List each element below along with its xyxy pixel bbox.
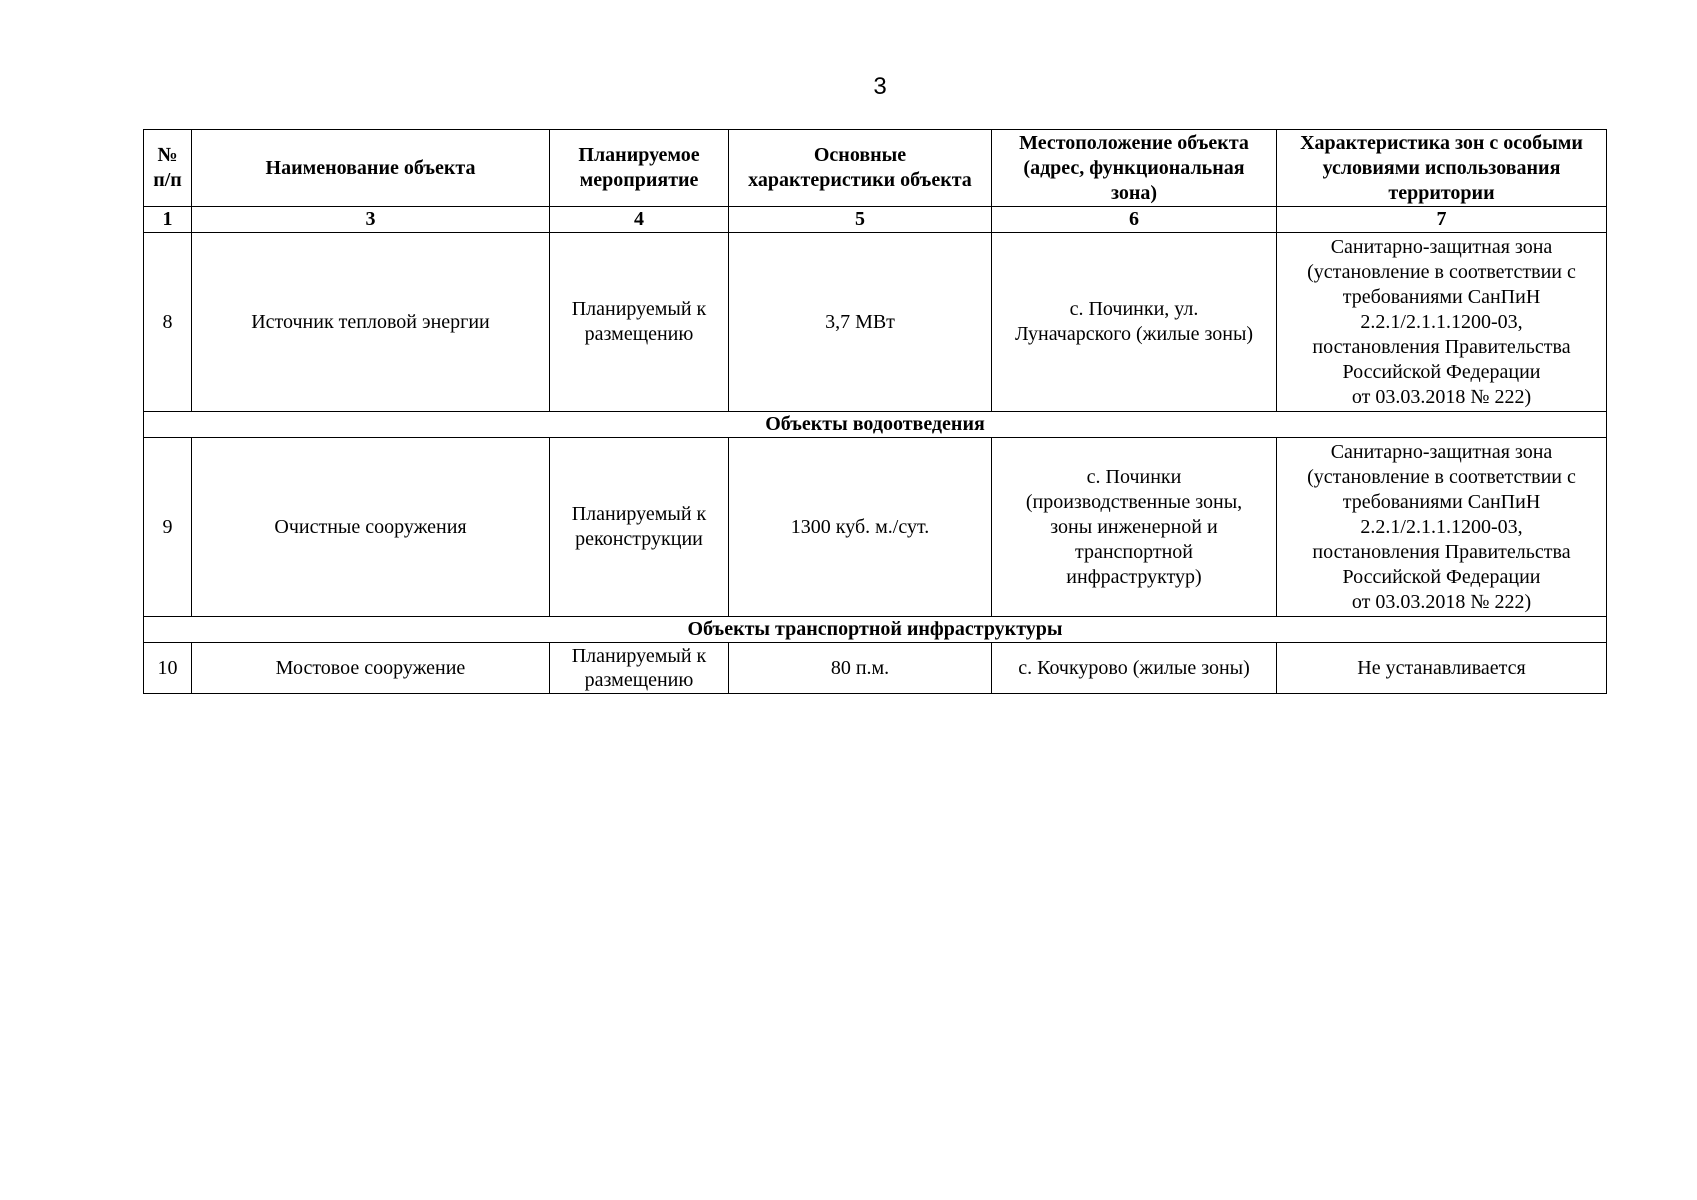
cell-zones: Не устанавливается (1277, 643, 1607, 694)
cell-object-name: Очистные сооружения (192, 438, 550, 617)
cell-planned-measure: Планируемый к реконструкции (550, 438, 729, 617)
column-index: 4 (550, 207, 729, 233)
cell-number: 10 (144, 643, 192, 694)
column-index: 3 (192, 207, 550, 233)
column-index: 7 (1277, 207, 1607, 233)
column-index: 5 (729, 207, 992, 233)
section-title: Объекты водоотведения (144, 412, 1607, 438)
table-row (144, 233, 1607, 412)
header-characteristics: Основные характеристики объекта (729, 130, 992, 207)
table-header-row (144, 130, 1607, 207)
cell-location: с. Починки, ул. Луначарского (жилые зоны) (992, 233, 1277, 412)
cell-object-name: Мостовое сооружение (192, 643, 550, 694)
table-row (144, 438, 1607, 617)
objects-table (143, 129, 1607, 694)
column-index: 6 (992, 207, 1277, 233)
cell-characteristics: 1300 куб. м./сут. (729, 438, 992, 617)
column-index: 1 (144, 207, 192, 233)
section-row (144, 617, 1607, 643)
cell-characteristics: 80 п.м. (729, 643, 992, 694)
cell-planned-measure: Планируемый к размещению (550, 233, 729, 412)
cell-characteristics: 3,7 МВт (729, 233, 992, 412)
section-title: Объекты транспортной инфраструктуры (144, 617, 1607, 643)
cell-number: 8 (144, 233, 192, 412)
page-number: 3 (873, 73, 887, 100)
header-zones: Характеристика зон с особыми условиями использования территории (1277, 130, 1607, 207)
cell-zones: Санитарно-защитная зона (установление в соответствии с требованиями СанПиН 2.2.1/2.1.1.1200-03, постановления Правительства Российской Федерации от 03.03.2018 № 222) (1277, 233, 1607, 412)
cell-number: 9 (144, 438, 192, 617)
cell-object-name: Источник тепловой энергии (192, 233, 550, 412)
cell-planned-measure: Планируемый к размещению (550, 643, 729, 694)
column-index-row (144, 207, 1607, 233)
header-number: № п/п (144, 130, 192, 207)
section-row (144, 412, 1607, 438)
cell-location: с. Починки (производственные зоны, зоны инженерной и транспортной инфраструктур) (992, 438, 1277, 617)
cell-zones: Санитарно-защитная зона (установление в соответствии с требованиями СанПиН 2.2.1/2.1.1.1200-03, постановления Правительства Российской Федерации от 03.03.2018 № 222) (1277, 438, 1607, 617)
table-row (144, 643, 1607, 694)
header-planned-measure: Планируемое мероприятие (550, 130, 729, 207)
header-object-name: Наименование объекта (192, 130, 550, 207)
cell-location: с. Кочкурово (жилые зоны) (992, 643, 1277, 694)
header-location: Местоположение объекта (адрес, функциональная зона) (992, 130, 1277, 207)
